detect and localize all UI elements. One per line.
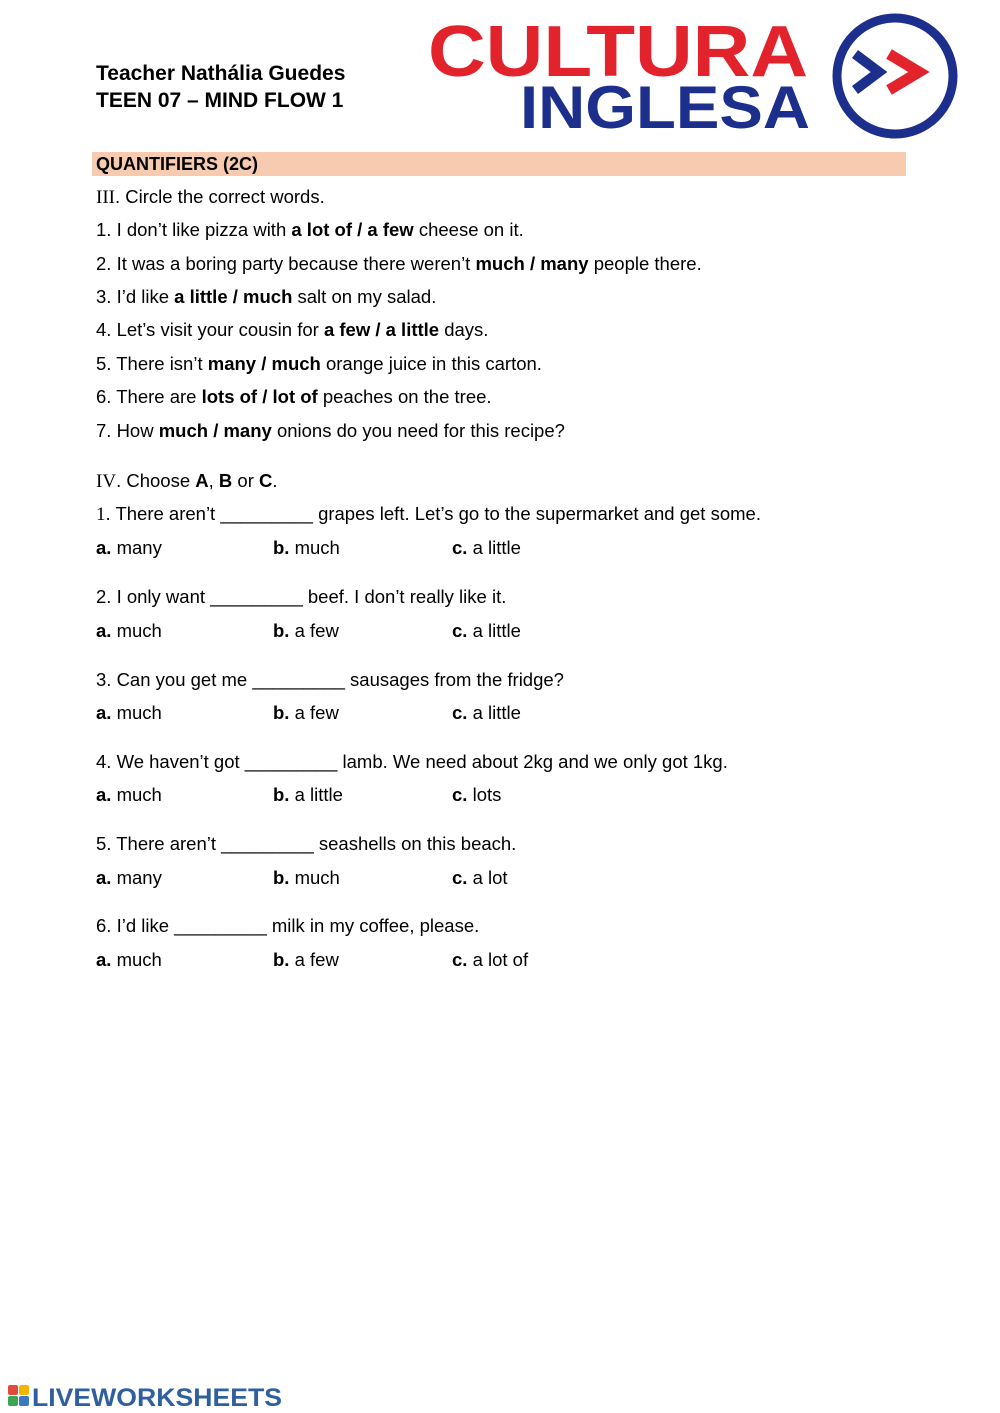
option-b[interactable]: b. much	[273, 537, 340, 558]
part4-instruction: IV. Choose A, B or C.	[96, 470, 278, 492]
part3-item: 3. I’d like a little / much salt on my salad.	[96, 286, 437, 307]
liveworksheets-logo	[8, 1381, 288, 1411]
option-c[interactable]: c. a little	[452, 702, 521, 723]
question: 1. There aren’t _________ grapes left. Let’s go to the supermarket and get some.	[96, 503, 761, 525]
header	[96, 60, 345, 114]
part4-numeral: IV	[96, 471, 117, 492]
option-b[interactable]: b. a few	[273, 702, 339, 723]
part3-item: 4. Let’s visit your cousin for a few / a little days.	[96, 319, 489, 340]
choice-words[interactable]: much / many	[158, 420, 272, 441]
liveworksheets-blocks-icon	[8, 1385, 29, 1406]
part3-item: 5. There isn’t many / much orange juice in this carton.	[96, 353, 542, 374]
question: 6. I’d like _________ milk in my coffee, please.	[96, 915, 480, 936]
choice-words[interactable]: lots of / lot of	[201, 386, 318, 407]
question: 3. Can you get me _________ sausages from the fridge?	[96, 669, 564, 690]
question: 2. I only want _________ beef. I don’t really like it.	[96, 586, 507, 607]
choice-words[interactable]: a lot of / a few	[291, 219, 414, 240]
option-b[interactable]: b. a few	[273, 949, 339, 970]
course-name: TEEN 07 – MIND FLOW 1	[96, 89, 344, 112]
option-a[interactable]: a. much	[96, 702, 162, 723]
part3-numeral: III	[96, 187, 115, 208]
option-c[interactable]: c. a little	[452, 537, 521, 558]
section-title: QUANTIFIERS (2C)	[92, 152, 906, 176]
option-a[interactable]: a. much	[96, 784, 162, 805]
choice-words[interactable]: many / much	[207, 353, 321, 374]
part3-item: 1. I don’t like pizza with a lot of / a few cheese on it.	[96, 219, 524, 240]
option-a[interactable]: a. many	[96, 867, 162, 888]
logo-line-1: CULTURA	[428, 14, 808, 92]
option-b[interactable]: b. a few	[273, 620, 339, 641]
option-c[interactable]: c. a little	[452, 620, 521, 641]
part3-item: 7. How much / many onions do you need for this recipe?	[96, 420, 565, 441]
choice-words[interactable]: a few / a little	[323, 319, 440, 340]
choice-words[interactable]: much / many	[475, 253, 589, 274]
option-c[interactable]: c. a lot	[452, 867, 508, 888]
teacher-name: Teacher Nathália Guedes	[96, 62, 346, 85]
cultura-inglesa-logo	[418, 14, 818, 134]
option-b[interactable]: b. much	[273, 867, 340, 888]
option-c[interactable]: c. a lot of	[452, 949, 529, 970]
question: 4. We haven’t got _________ lamb. We need about 2kg and we only got 1kg.	[96, 751, 728, 772]
footer-brand: LIVEWORKSHEETS	[32, 1384, 282, 1411]
option-c[interactable]: c. lots	[452, 784, 502, 805]
part3-instruction: III. Circle the correct words.	[96, 186, 325, 208]
logo-line-2: INGLESA	[520, 74, 810, 134]
question: 5. There aren’t _________ seashells on this beach.	[96, 833, 517, 854]
option-a[interactable]: a. many	[96, 537, 162, 558]
option-b[interactable]: b. a little	[273, 784, 343, 805]
option-a[interactable]: a. much	[96, 949, 162, 970]
choice-words[interactable]: a little / much	[174, 286, 293, 307]
part3-item: 2. It was a boring party because there weren’t much / many people there.	[96, 253, 702, 274]
part3-item: 6. There are lots of / lot of peaches on the tree.	[96, 386, 492, 407]
option-a[interactable]: a. much	[96, 620, 162, 641]
arrows-circle-logo-icon	[831, 12, 959, 140]
